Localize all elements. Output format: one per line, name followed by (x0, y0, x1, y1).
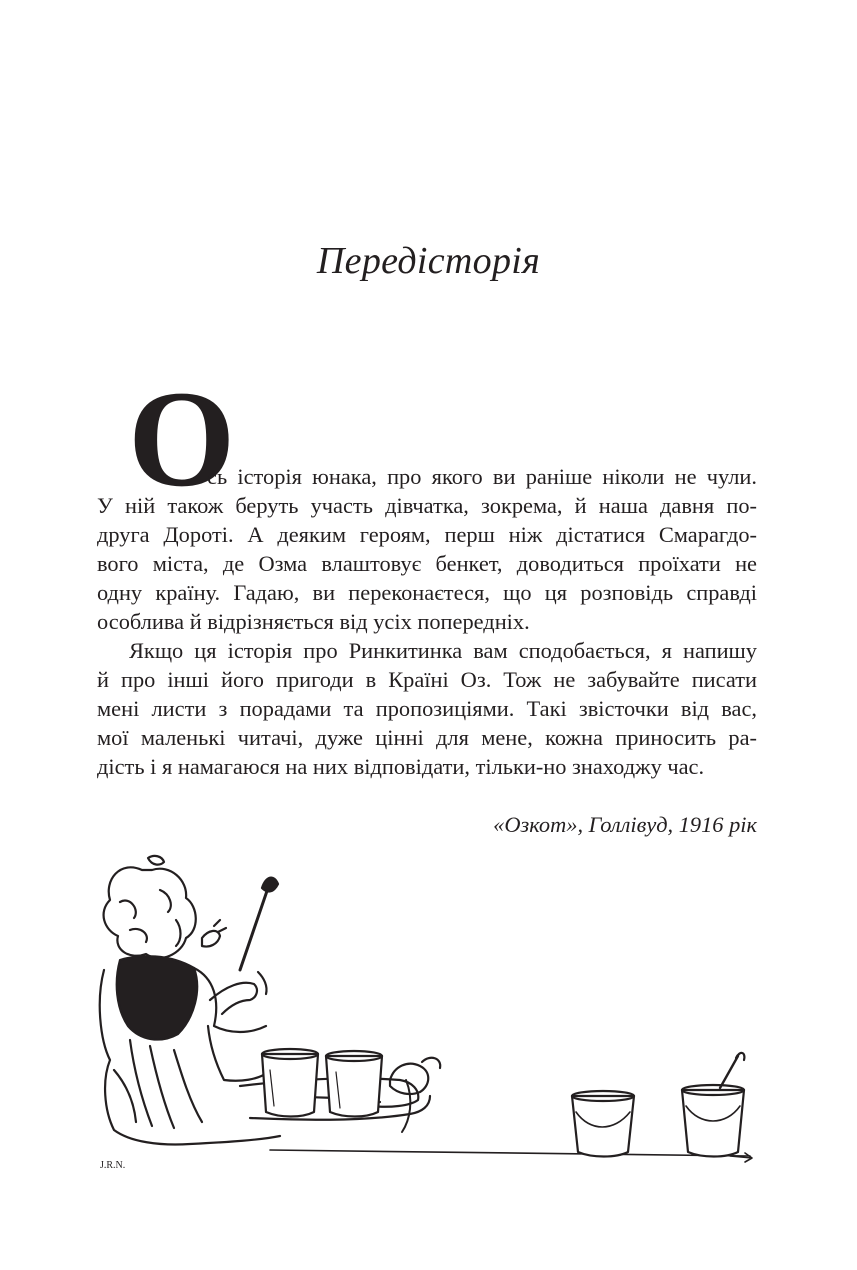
paragraph-line: й про інші його пригоди в Країні Оз. Тож не забувайте писати (97, 667, 757, 693)
paragraph-line: друга Дороті. А деяким героям, перш ніж дістатися Смарагдо- (97, 522, 757, 548)
drop-cap: О (128, 362, 236, 515)
paragraph-line: одну країну. Гадаю, ви переконаєтеся, що ця розповідь справді (97, 580, 757, 606)
illustration (90, 850, 760, 1184)
paragraph-line: мої маленькі читачі, дуже цінні для мене, кожна приносить ра- (97, 725, 757, 751)
paragraph-line: У ній також беруть участь дівчатка, зокрема, й наша давня по- (97, 493, 757, 519)
chapter-title: Передісторія (316, 240, 541, 282)
paragraph-line: особлива й відрізняється від усіх попередніх. (97, 609, 530, 635)
paragraph-2 (97, 636, 757, 781)
girl-painting-buckets-illustration (90, 850, 760, 1180)
paragraph-line: вого міста, де Озма влаштовує бенкет, доводиться проїхати не (97, 551, 757, 577)
paragraph-line: дість і я намагаюся на них відповідати, тільки-но знаходжу час. (97, 754, 705, 780)
paragraph-line: мені листи з порадами та пропозиціями. Такі звісточки від вас, (97, 696, 757, 722)
illustration-signature: J.R.N. (100, 1160, 126, 1171)
paragraph-1 (97, 462, 757, 637)
paragraph-line: Якщо ця історія про Ринкитинка вам сподобається, я напишу (129, 638, 757, 663)
attribution: «Озкот», Голлівуд, 1916 рік (493, 812, 757, 837)
paragraph-line: сь історія юнака, про якого ви раніше ніколи не чули. (207, 464, 757, 489)
